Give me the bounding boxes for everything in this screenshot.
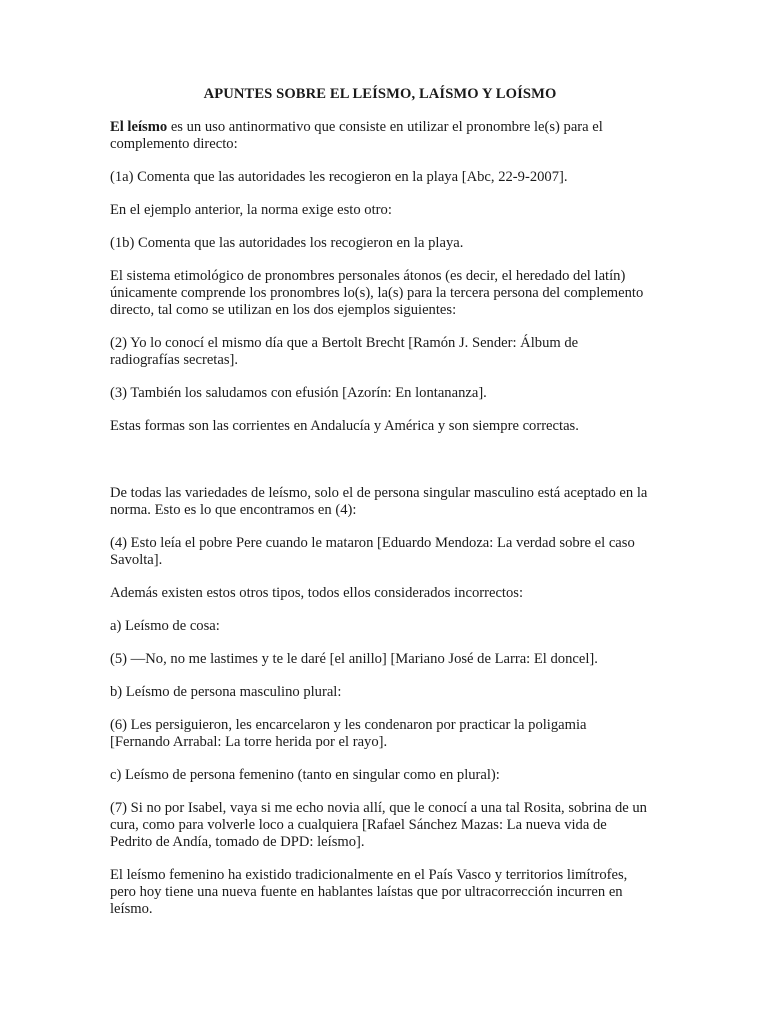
intro-paragraph	[110, 119, 650, 153]
paragraph-example-1a: (1a) Comenta que las autoridades les recogieron en la playa [Abc, 22-9-2007].	[110, 169, 568, 185]
paragraph-example-4: (4) Esto leía el pobre Pere cuando le mataron [Eduardo Mendoza: La verdad sobre el caso Savolta].	[110, 535, 635, 568]
document-title: APUNTES SOBRE EL LEÍSMO, LAÍSMO Y LOÍSMO	[203, 86, 557, 102]
paragraph-leismo-femenino: El leísmo femenino ha existido tradicionalmente en el País Vasco y territorios limítrofes, pero hoy tiene una nueva fuente en hablantes laístas que por ultracorrección incurren en leísmo.	[110, 867, 628, 917]
intro-text: es un uso antinormativo que consiste en utilizar el pronombre le(s) para el complemento directo:	[110, 119, 603, 152]
paragraph-sistema: El sistema etimológico de pronombres personales átonos (es decir, el heredado del latín) únicamente comprende los pronombres lo(s), la(s) para la tercera persona del complemento directo, tal como se utilizan en los dos ejemplos siguientes:	[110, 268, 644, 318]
paragraph-example-3: (3) También los saludamos con efusión [Azorín: En lontananza].	[110, 385, 487, 401]
intro-term: El leísmo	[110, 119, 168, 135]
paragraph-tipo-b: b) Leísmo de persona masculino plural:	[110, 684, 342, 700]
paragraph-norma: En el ejemplo anterior, la norma exige esto otro:	[110, 202, 392, 218]
document-page	[110, 86, 650, 934]
paragraph-formas: Estas formas son las corrientes en Andalucía y América y son siempre correctas.	[110, 418, 579, 434]
paragraph-variedades: De todas las variedades de leísmo, solo el de persona singular masculino está aceptado en la norma. Esto es lo que encontramos en (4):	[110, 485, 648, 518]
paragraph-example-2: (2) Yo lo conocí el mismo día que a Bertolt Brecht [Ramón J. Sender: Álbum de radiografías secretas].	[110, 335, 579, 368]
paragraph-example-1b: (1b) Comenta que las autoridades los recogieron en la playa.	[110, 235, 464, 251]
paragraph-example-7: (7) Si no por Isabel, vaya si me echo novia allí, que le conocí a una tal Rosita, sobrina de un cura, como para volverle loco a cualquiera [Rafael Sánchez Mazas: La nueva vida de Pedrito de Andía, tomado de DPD: leísmo].	[110, 800, 647, 850]
paragraph-tipo-c: c) Leísmo de persona femenino (tanto en singular como en plural):	[110, 767, 500, 783]
paragraph-example-5: (5) —No, no me lastimes y te le daré [el anillo] [Mariano José de Larra: El doncel].	[110, 651, 598, 667]
paragraph-example-6: (6) Les persiguieron, les encarcelaron y les condenaron por practicar la poligamia [Fernando Arrabal: La torre herida por el rayo].	[110, 717, 587, 750]
paragraph-tipo-a: a) Leísmo de cosa:	[110, 618, 220, 634]
paragraph-tipos: Además existen estos otros tipos, todos ellos considerados incorrectos:	[110, 585, 524, 601]
